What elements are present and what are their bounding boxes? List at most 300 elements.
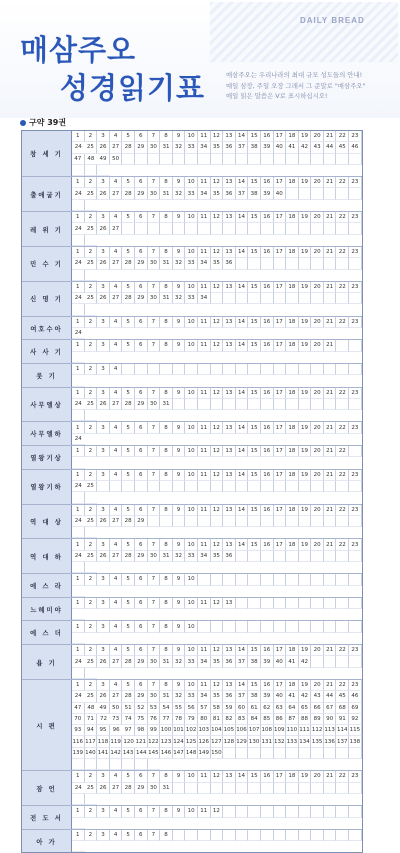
chapter-checkbox[interactable]: 34 xyxy=(198,293,211,304)
chapter-checkbox[interactable]: 12 xyxy=(211,470,224,481)
chapter-checkbox[interactable]: 9 xyxy=(173,282,186,293)
chapter-checkbox[interactable]: 17 xyxy=(274,247,287,258)
chapter-checkbox[interactable]: 3 xyxy=(97,422,110,433)
chapter-checkbox[interactable]: 5 xyxy=(122,771,135,782)
chapter-checkbox[interactable]: 11 xyxy=(198,539,211,550)
chapter-checkbox[interactable]: 4 xyxy=(110,830,123,841)
chapter-checkbox[interactable]: 15 xyxy=(248,539,261,550)
chapter-checkbox[interactable]: 23 xyxy=(349,645,362,656)
chapter-checkbox[interactable]: 8 xyxy=(160,574,173,585)
chapter-checkbox[interactable]: 3 xyxy=(97,131,110,142)
chapter-checkbox[interactable]: 14 xyxy=(236,177,249,188)
chapter-checkbox[interactable]: 46 xyxy=(349,691,362,702)
chapter-checkbox[interactable]: 98 xyxy=(135,725,148,736)
chapter-checkbox[interactable]: 146 xyxy=(160,748,173,759)
chapter-checkbox[interactable]: 8 xyxy=(160,470,173,481)
chapter-checkbox[interactable]: 83 xyxy=(236,714,249,725)
chapter-checkbox[interactable]: 29 xyxy=(135,142,148,153)
chapter-checkbox[interactable]: 32 xyxy=(173,656,186,667)
chapter-checkbox[interactable]: 73 xyxy=(110,714,123,725)
chapter-checkbox[interactable]: 14 xyxy=(236,645,249,656)
chapter-checkbox[interactable]: 13 xyxy=(223,131,236,142)
chapter-checkbox[interactable]: 9 xyxy=(173,131,186,142)
chapter-checkbox[interactable]: 50 xyxy=(110,703,123,714)
chapter-checkbox[interactable]: 34 xyxy=(198,258,211,269)
chapter-checkbox[interactable]: 9 xyxy=(173,470,186,481)
chapter-checkbox[interactable]: 7 xyxy=(148,621,161,632)
chapter-checkbox[interactable]: 30 xyxy=(148,258,161,269)
chapter-checkbox[interactable]: 27 xyxy=(110,142,123,153)
chapter-checkbox[interactable]: 7 xyxy=(148,446,161,457)
chapter-checkbox[interactable]: 31 xyxy=(160,142,173,153)
chapter-checkbox[interactable]: 22 xyxy=(336,422,349,433)
chapter-checkbox[interactable]: 38 xyxy=(248,691,261,702)
chapter-checkbox[interactable]: 36 xyxy=(223,188,236,199)
chapter-checkbox[interactable]: 5 xyxy=(122,422,135,433)
chapter-checkbox[interactable]: 26 xyxy=(97,142,110,153)
chapter-checkbox[interactable]: 55 xyxy=(173,703,186,714)
chapter-checkbox[interactable]: 2 xyxy=(85,771,98,782)
chapter-checkbox[interactable]: 36 xyxy=(223,656,236,667)
chapter-checkbox[interactable]: 12 xyxy=(211,131,224,142)
chapter-checkbox[interactable]: 64 xyxy=(286,703,299,714)
chapter-checkbox[interactable]: 22 xyxy=(336,282,349,293)
chapter-checkbox[interactable]: 3 xyxy=(97,446,110,457)
chapter-checkbox[interactable]: 90 xyxy=(324,714,337,725)
chapter-checkbox[interactable]: 30 xyxy=(148,783,161,794)
chapter-checkbox[interactable]: 89 xyxy=(311,714,324,725)
chapter-checkbox[interactable]: 34 xyxy=(198,142,211,153)
chapter-checkbox[interactable]: 31 xyxy=(160,188,173,199)
chapter-checkbox[interactable]: 8 xyxy=(160,282,173,293)
chapter-checkbox[interactable]: 6 xyxy=(135,247,148,258)
chapter-checkbox[interactable]: 70 xyxy=(72,714,85,725)
chapter-checkbox[interactable]: 23 xyxy=(349,131,362,142)
chapter-checkbox[interactable]: 11 xyxy=(198,598,211,609)
chapter-checkbox[interactable]: 2 xyxy=(85,574,98,585)
chapter-checkbox[interactable]: 7 xyxy=(148,574,161,585)
chapter-checkbox[interactable]: 18 xyxy=(286,680,299,691)
chapter-checkbox[interactable]: 2 xyxy=(85,446,98,457)
chapter-checkbox[interactable]: 16 xyxy=(261,771,274,782)
chapter-checkbox[interactable]: 43 xyxy=(311,142,324,153)
chapter-checkbox[interactable]: 13 xyxy=(223,212,236,223)
chapter-checkbox[interactable]: 12 xyxy=(211,771,224,782)
chapter-checkbox[interactable]: 20 xyxy=(311,131,324,142)
chapter-checkbox[interactable]: 132 xyxy=(274,736,287,747)
chapter-checkbox[interactable]: 18 xyxy=(286,177,299,188)
chapter-checkbox[interactable]: 2 xyxy=(85,539,98,550)
chapter-checkbox[interactable]: 3 xyxy=(97,621,110,632)
chapter-checkbox[interactable]: 28 xyxy=(122,783,135,794)
chapter-checkbox[interactable]: 19 xyxy=(299,539,312,550)
chapter-checkbox[interactable]: 6 xyxy=(135,598,148,609)
chapter-checkbox[interactable]: 12 xyxy=(211,282,224,293)
chapter-checkbox[interactable]: 21 xyxy=(324,282,337,293)
chapter-checkbox[interactable]: 77 xyxy=(160,714,173,725)
chapter-checkbox[interactable]: 19 xyxy=(299,247,312,258)
chapter-checkbox[interactable]: 29 xyxy=(135,188,148,199)
chapter-checkbox[interactable]: 143 xyxy=(122,748,135,759)
chapter-checkbox[interactable]: 7 xyxy=(148,247,161,258)
chapter-checkbox[interactable]: 31 xyxy=(160,656,173,667)
chapter-checkbox[interactable]: 17 xyxy=(274,645,287,656)
chapter-checkbox[interactable]: 31 xyxy=(160,399,173,410)
chapter-checkbox[interactable]: 1 xyxy=(72,830,85,841)
chapter-checkbox[interactable]: 8 xyxy=(160,771,173,782)
chapter-checkbox[interactable]: 10 xyxy=(185,317,198,328)
chapter-checkbox[interactable]: 21 xyxy=(324,131,337,142)
chapter-checkbox[interactable]: 119 xyxy=(110,736,123,747)
chapter-checkbox[interactable]: 9 xyxy=(173,177,186,188)
chapter-checkbox[interactable]: 79 xyxy=(185,714,198,725)
chapter-checkbox[interactable]: 7 xyxy=(148,771,161,782)
chapter-checkbox[interactable]: 13 xyxy=(223,422,236,433)
chapter-checkbox[interactable]: 125 xyxy=(185,736,198,747)
chapter-checkbox[interactable]: 25 xyxy=(85,223,98,234)
chapter-checkbox[interactable]: 33 xyxy=(185,293,198,304)
chapter-checkbox[interactable]: 33 xyxy=(185,188,198,199)
chapter-checkbox[interactable]: 16 xyxy=(261,131,274,142)
chapter-checkbox[interactable]: 12 xyxy=(211,539,224,550)
chapter-checkbox[interactable]: 27 xyxy=(110,516,123,527)
chapter-checkbox[interactable]: 15 xyxy=(248,470,261,481)
chapter-checkbox[interactable]: 4 xyxy=(110,470,123,481)
chapter-checkbox[interactable]: 10 xyxy=(185,680,198,691)
chapter-checkbox[interactable]: 20 xyxy=(311,505,324,516)
chapter-checkbox[interactable]: 2 xyxy=(85,212,98,223)
chapter-checkbox[interactable]: 18 xyxy=(286,212,299,223)
chapter-checkbox[interactable]: 4 xyxy=(110,388,123,399)
chapter-checkbox[interactable]: 39 xyxy=(261,188,274,199)
chapter-checkbox[interactable]: 42 xyxy=(299,691,312,702)
chapter-checkbox[interactable]: 23 xyxy=(349,247,362,258)
chapter-checkbox[interactable]: 29 xyxy=(135,691,148,702)
chapter-checkbox[interactable]: 40 xyxy=(274,142,287,153)
chapter-checkbox[interactable]: 4 xyxy=(110,340,123,351)
chapter-checkbox[interactable]: 17 xyxy=(274,131,287,142)
chapter-checkbox[interactable]: 9 xyxy=(173,340,186,351)
chapter-checkbox[interactable]: 1 xyxy=(72,539,85,550)
chapter-checkbox[interactable]: 30 xyxy=(148,656,161,667)
chapter-checkbox[interactable]: 123 xyxy=(160,736,173,747)
chapter-checkbox[interactable]: 15 xyxy=(248,247,261,258)
chapter-checkbox[interactable]: 20 xyxy=(311,645,324,656)
chapter-checkbox[interactable]: 7 xyxy=(148,539,161,550)
chapter-checkbox[interactable]: 13 xyxy=(223,598,236,609)
chapter-checkbox[interactable]: 1 xyxy=(72,574,85,585)
chapter-checkbox[interactable]: 5 xyxy=(122,806,135,817)
chapter-checkbox[interactable]: 106 xyxy=(236,725,249,736)
chapter-checkbox[interactable]: 20 xyxy=(311,282,324,293)
chapter-checkbox[interactable]: 14 xyxy=(236,317,249,328)
chapter-checkbox[interactable]: 5 xyxy=(122,446,135,457)
chapter-checkbox[interactable]: 17 xyxy=(274,680,287,691)
chapter-checkbox[interactable]: 45 xyxy=(336,691,349,702)
chapter-checkbox[interactable]: 3 xyxy=(97,830,110,841)
chapter-checkbox[interactable]: 28 xyxy=(122,691,135,702)
chapter-checkbox[interactable]: 6 xyxy=(135,446,148,457)
chapter-checkbox[interactable]: 18 xyxy=(286,771,299,782)
chapter-checkbox[interactable]: 130 xyxy=(248,736,261,747)
chapter-checkbox[interactable]: 99 xyxy=(148,725,161,736)
chapter-checkbox[interactable]: 8 xyxy=(160,177,173,188)
chapter-checkbox[interactable]: 15 xyxy=(248,680,261,691)
chapter-checkbox[interactable]: 20 xyxy=(311,177,324,188)
chapter-checkbox[interactable]: 16 xyxy=(261,505,274,516)
chapter-checkbox[interactable]: 18 xyxy=(286,446,299,457)
chapter-checkbox[interactable]: 23 xyxy=(349,422,362,433)
chapter-checkbox[interactable]: 48 xyxy=(85,154,98,165)
chapter-checkbox[interactable]: 67 xyxy=(324,703,337,714)
chapter-checkbox[interactable]: 36 xyxy=(223,551,236,562)
chapter-checkbox[interactable]: 141 xyxy=(97,748,110,759)
chapter-checkbox[interactable]: 19 xyxy=(299,388,312,399)
chapter-checkbox[interactable]: 18 xyxy=(286,131,299,142)
chapter-checkbox[interactable]: 28 xyxy=(122,258,135,269)
chapter-checkbox[interactable]: 5 xyxy=(122,212,135,223)
chapter-checkbox[interactable]: 3 xyxy=(97,364,110,375)
chapter-checkbox[interactable]: 35 xyxy=(211,258,224,269)
chapter-checkbox[interactable]: 23 xyxy=(349,539,362,550)
chapter-checkbox[interactable]: 9 xyxy=(173,247,186,258)
chapter-checkbox[interactable]: 93 xyxy=(72,725,85,736)
chapter-checkbox[interactable]: 15 xyxy=(248,771,261,782)
chapter-checkbox[interactable]: 16 xyxy=(261,388,274,399)
chapter-checkbox[interactable]: 9 xyxy=(173,539,186,550)
chapter-checkbox[interactable]: 26 xyxy=(97,783,110,794)
chapter-checkbox[interactable]: 3 xyxy=(97,388,110,399)
chapter-checkbox[interactable]: 34 xyxy=(198,656,211,667)
chapter-checkbox[interactable]: 9 xyxy=(173,212,186,223)
chapter-checkbox[interactable]: 8 xyxy=(160,317,173,328)
chapter-checkbox[interactable]: 16 xyxy=(261,282,274,293)
chapter-checkbox[interactable]: 20 xyxy=(311,212,324,223)
chapter-checkbox[interactable]: 103 xyxy=(198,725,211,736)
chapter-checkbox[interactable]: 112 xyxy=(311,725,324,736)
chapter-checkbox[interactable]: 39 xyxy=(261,656,274,667)
chapter-checkbox[interactable]: 2 xyxy=(85,388,98,399)
chapter-checkbox[interactable]: 94 xyxy=(85,725,98,736)
chapter-checkbox[interactable]: 101 xyxy=(173,725,186,736)
chapter-checkbox[interactable]: 11 xyxy=(198,505,211,516)
chapter-checkbox[interactable]: 114 xyxy=(336,725,349,736)
chapter-checkbox[interactable]: 4 xyxy=(110,505,123,516)
chapter-checkbox[interactable]: 3 xyxy=(97,771,110,782)
chapter-checkbox[interactable]: 62 xyxy=(261,703,274,714)
chapter-checkbox[interactable]: 7 xyxy=(148,830,161,841)
chapter-checkbox[interactable]: 2 xyxy=(85,340,98,351)
chapter-checkbox[interactable]: 19 xyxy=(299,771,312,782)
chapter-checkbox[interactable]: 1 xyxy=(72,282,85,293)
chapter-checkbox[interactable]: 5 xyxy=(122,645,135,656)
chapter-checkbox[interactable]: 10 xyxy=(185,282,198,293)
chapter-checkbox[interactable]: 25 xyxy=(85,783,98,794)
chapter-checkbox[interactable]: 36 xyxy=(223,142,236,153)
chapter-checkbox[interactable]: 25 xyxy=(85,399,98,410)
chapter-checkbox[interactable]: 12 xyxy=(211,388,224,399)
chapter-checkbox[interactable]: 139 xyxy=(72,748,85,759)
chapter-checkbox[interactable]: 8 xyxy=(160,598,173,609)
chapter-checkbox[interactable]: 5 xyxy=(122,830,135,841)
chapter-checkbox[interactable]: 100 xyxy=(160,725,173,736)
chapter-checkbox[interactable]: 24 xyxy=(72,656,85,667)
chapter-checkbox[interactable]: 9 xyxy=(173,771,186,782)
chapter-checkbox[interactable]: 16 xyxy=(261,212,274,223)
chapter-checkbox[interactable]: 133 xyxy=(286,736,299,747)
chapter-checkbox[interactable]: 134 xyxy=(299,736,312,747)
chapter-checkbox[interactable]: 20 xyxy=(311,247,324,258)
chapter-checkbox[interactable]: 17 xyxy=(274,212,287,223)
chapter-checkbox[interactable]: 24 xyxy=(72,399,85,410)
chapter-checkbox[interactable]: 35 xyxy=(211,691,224,702)
chapter-checkbox[interactable]: 2 xyxy=(85,282,98,293)
chapter-checkbox[interactable]: 1 xyxy=(72,806,85,817)
chapter-checkbox[interactable]: 22 xyxy=(336,645,349,656)
chapter-checkbox[interactable]: 25 xyxy=(85,258,98,269)
chapter-checkbox[interactable]: 16 xyxy=(261,340,274,351)
chapter-checkbox[interactable]: 6 xyxy=(135,539,148,550)
chapter-checkbox[interactable]: 34 xyxy=(198,188,211,199)
chapter-checkbox[interactable]: 23 xyxy=(349,212,362,223)
chapter-checkbox[interactable]: 7 xyxy=(148,645,161,656)
chapter-checkbox[interactable]: 19 xyxy=(299,177,312,188)
chapter-checkbox[interactable]: 7 xyxy=(148,131,161,142)
chapter-checkbox[interactable]: 11 xyxy=(198,177,211,188)
chapter-checkbox[interactable]: 2 xyxy=(85,177,98,188)
chapter-checkbox[interactable]: 11 xyxy=(198,645,211,656)
chapter-checkbox[interactable]: 27 xyxy=(110,399,123,410)
chapter-checkbox[interactable]: 1 xyxy=(72,247,85,258)
chapter-checkbox[interactable]: 4 xyxy=(110,317,123,328)
chapter-checkbox[interactable]: 108 xyxy=(261,725,274,736)
chapter-checkbox[interactable]: 29 xyxy=(135,516,148,527)
chapter-checkbox[interactable]: 26 xyxy=(97,258,110,269)
chapter-checkbox[interactable]: 71 xyxy=(85,714,98,725)
chapter-checkbox[interactable]: 38 xyxy=(248,142,261,153)
chapter-checkbox[interactable]: 61 xyxy=(248,703,261,714)
chapter-checkbox[interactable]: 140 xyxy=(85,748,98,759)
chapter-checkbox[interactable]: 2 xyxy=(85,505,98,516)
chapter-checkbox[interactable]: 105 xyxy=(223,725,236,736)
chapter-checkbox[interactable]: 2 xyxy=(85,364,98,375)
chapter-checkbox[interactable]: 14 xyxy=(236,505,249,516)
chapter-checkbox[interactable]: 10 xyxy=(185,131,198,142)
chapter-checkbox[interactable]: 3 xyxy=(97,470,110,481)
chapter-checkbox[interactable]: 32 xyxy=(173,142,186,153)
chapter-checkbox[interactable]: 21 xyxy=(324,317,337,328)
chapter-checkbox[interactable]: 23 xyxy=(349,177,362,188)
chapter-checkbox[interactable]: 17 xyxy=(274,388,287,399)
chapter-checkbox[interactable]: 32 xyxy=(173,551,186,562)
chapter-checkbox[interactable]: 8 xyxy=(160,505,173,516)
chapter-checkbox[interactable]: 8 xyxy=(160,539,173,550)
chapter-checkbox[interactable]: 28 xyxy=(122,656,135,667)
chapter-checkbox[interactable]: 76 xyxy=(148,714,161,725)
chapter-checkbox[interactable]: 8 xyxy=(160,621,173,632)
chapter-checkbox[interactable]: 19 xyxy=(299,317,312,328)
chapter-checkbox[interactable]: 41 xyxy=(286,142,299,153)
chapter-checkbox[interactable]: 75 xyxy=(135,714,148,725)
chapter-checkbox[interactable]: 23 xyxy=(349,388,362,399)
chapter-checkbox[interactable]: 33 xyxy=(185,258,198,269)
chapter-checkbox[interactable]: 17 xyxy=(274,539,287,550)
chapter-checkbox[interactable]: 8 xyxy=(160,446,173,457)
chapter-checkbox[interactable]: 4 xyxy=(110,645,123,656)
chapter-checkbox[interactable]: 30 xyxy=(148,293,161,304)
chapter-checkbox[interactable]: 22 xyxy=(336,539,349,550)
chapter-checkbox[interactable]: 6 xyxy=(135,212,148,223)
chapter-checkbox[interactable]: 1 xyxy=(72,388,85,399)
chapter-checkbox[interactable]: 9 xyxy=(173,621,186,632)
chapter-checkbox[interactable]: 44 xyxy=(324,142,337,153)
chapter-checkbox[interactable]: 17 xyxy=(274,505,287,516)
chapter-checkbox[interactable]: 7 xyxy=(148,680,161,691)
chapter-checkbox[interactable]: 4 xyxy=(110,212,123,223)
chapter-checkbox[interactable]: 16 xyxy=(261,317,274,328)
chapter-checkbox[interactable]: 3 xyxy=(97,317,110,328)
chapter-checkbox[interactable]: 4 xyxy=(110,364,123,375)
chapter-checkbox[interactable]: 34 xyxy=(198,691,211,702)
chapter-checkbox[interactable]: 21 xyxy=(324,680,337,691)
chapter-checkbox[interactable]: 14 xyxy=(236,247,249,258)
chapter-checkbox[interactable]: 25 xyxy=(85,656,98,667)
chapter-checkbox[interactable]: 13 xyxy=(223,388,236,399)
chapter-checkbox[interactable]: 11 xyxy=(198,470,211,481)
chapter-checkbox[interactable]: 20 xyxy=(311,680,324,691)
chapter-checkbox[interactable]: 1 xyxy=(72,131,85,142)
chapter-checkbox[interactable]: 5 xyxy=(122,340,135,351)
chapter-checkbox[interactable]: 21 xyxy=(324,645,337,656)
chapter-checkbox[interactable]: 11 xyxy=(198,422,211,433)
chapter-checkbox[interactable]: 6 xyxy=(135,422,148,433)
chapter-checkbox[interactable]: 19 xyxy=(299,422,312,433)
chapter-checkbox[interactable]: 19 xyxy=(299,446,312,457)
chapter-checkbox[interactable]: 45 xyxy=(336,142,349,153)
chapter-checkbox[interactable]: 12 xyxy=(211,598,224,609)
chapter-checkbox[interactable]: 7 xyxy=(148,340,161,351)
chapter-checkbox[interactable]: 41 xyxy=(286,691,299,702)
chapter-checkbox[interactable]: 47 xyxy=(72,154,85,165)
chapter-checkbox[interactable]: 3 xyxy=(97,212,110,223)
chapter-checkbox[interactable]: 16 xyxy=(261,539,274,550)
chapter-checkbox[interactable]: 36 xyxy=(223,691,236,702)
chapter-checkbox[interactable]: 121 xyxy=(135,736,148,747)
chapter-checkbox[interactable]: 4 xyxy=(110,771,123,782)
chapter-checkbox[interactable]: 31 xyxy=(160,783,173,794)
chapter-checkbox[interactable]: 30 xyxy=(148,142,161,153)
chapter-checkbox[interactable]: 25 xyxy=(85,188,98,199)
chapter-checkbox[interactable]: 92 xyxy=(349,714,362,725)
chapter-checkbox[interactable]: 24 xyxy=(72,481,85,492)
chapter-checkbox[interactable]: 8 xyxy=(160,680,173,691)
chapter-checkbox[interactable]: 18 xyxy=(286,388,299,399)
chapter-checkbox[interactable]: 11 xyxy=(198,806,211,817)
chapter-checkbox[interactable]: 111 xyxy=(299,725,312,736)
chapter-checkbox[interactable]: 27 xyxy=(110,293,123,304)
chapter-checkbox[interactable]: 1 xyxy=(72,422,85,433)
chapter-checkbox[interactable]: 126 xyxy=(198,736,211,747)
chapter-checkbox[interactable]: 4 xyxy=(110,247,123,258)
chapter-checkbox[interactable]: 4 xyxy=(110,282,123,293)
chapter-checkbox[interactable]: 24 xyxy=(72,223,85,234)
chapter-checkbox[interactable]: 25 xyxy=(85,293,98,304)
chapter-checkbox[interactable]: 1 xyxy=(72,598,85,609)
chapter-checkbox[interactable]: 11 xyxy=(198,247,211,258)
chapter-checkbox[interactable]: 26 xyxy=(97,691,110,702)
chapter-checkbox[interactable]: 25 xyxy=(85,142,98,153)
chapter-checkbox[interactable]: 22 xyxy=(336,247,349,258)
